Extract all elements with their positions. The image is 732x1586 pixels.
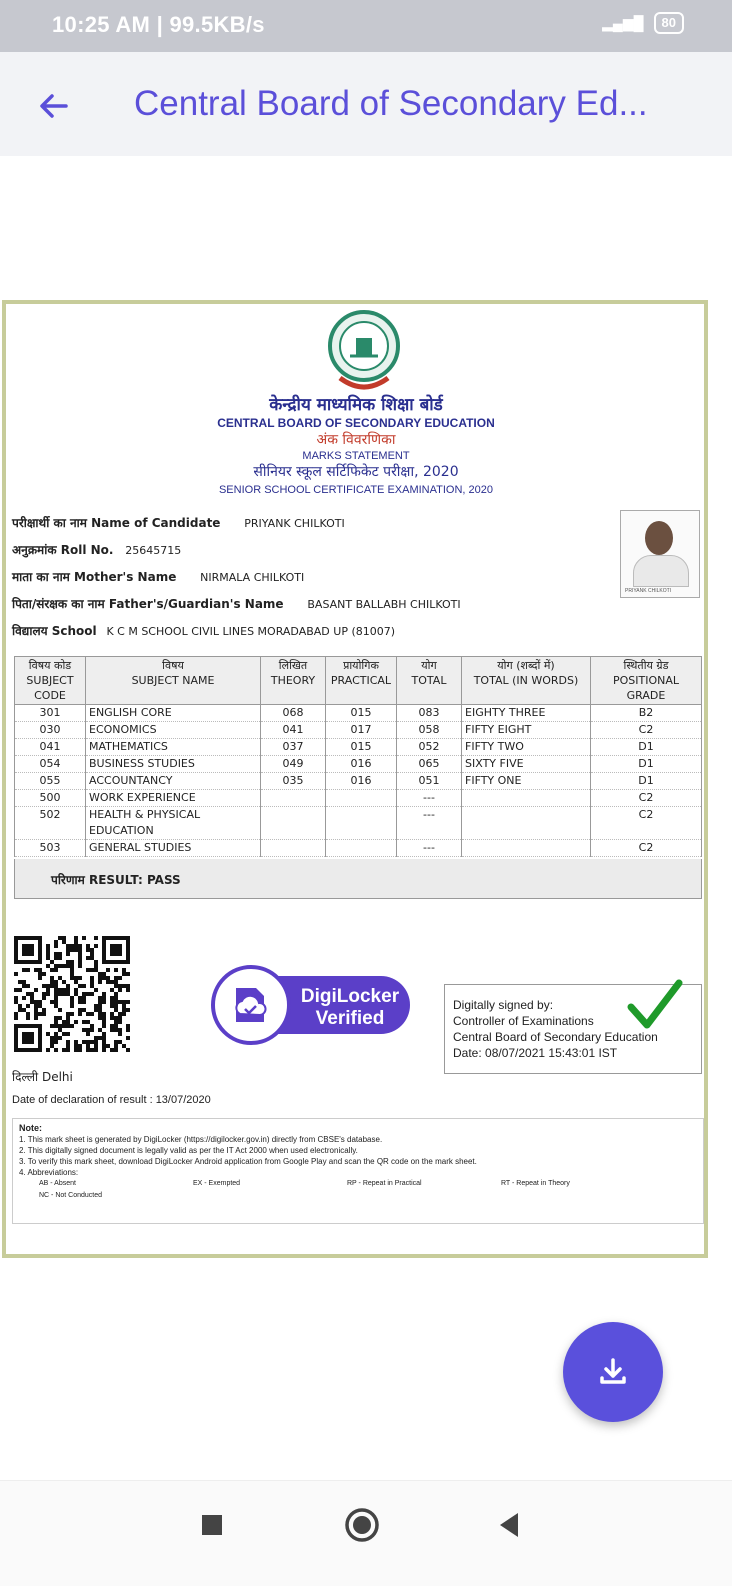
cell-total: --- (397, 807, 462, 840)
download-button[interactable] (563, 1322, 663, 1422)
cell-practical (326, 840, 397, 857)
mother-name-label: माता का नाम Mother's Name (12, 570, 177, 584)
cell-code: 301 (15, 705, 86, 722)
download-icon (597, 1356, 629, 1388)
table-row (15, 722, 702, 739)
cell-words: FIFTY EIGHT (462, 722, 591, 739)
cell-grade: C2 (591, 722, 702, 739)
table-row (15, 773, 702, 790)
cell-grade: C2 (591, 790, 702, 807)
cell-total: --- (397, 840, 462, 857)
notes-box (12, 1118, 704, 1224)
cell-code: 054 (15, 756, 86, 773)
sig-line3: Central Board of Secondary Education (453, 1030, 658, 1044)
cell-total: --- (397, 790, 462, 807)
app-bar (0, 52, 732, 156)
school-row (12, 622, 395, 639)
cell-name: ENGLISH CORE (86, 705, 261, 722)
header-subject-name: विषय SUBJECT NAME (86, 657, 261, 705)
note-item: 1. This mark sheet is generated by DigiLocker (https://digilocker.gov.in) directly from CBSE's database. (19, 1135, 383, 1144)
nav-home-icon[interactable] (344, 1507, 380, 1543)
cell-theory (261, 807, 326, 840)
cell-code: 041 (15, 739, 86, 756)
table-row (15, 739, 702, 756)
status-icons (602, 12, 684, 34)
cell-name: MATHEMATICS (86, 739, 261, 756)
abbr-item: EX - Exempted (193, 1180, 241, 1187)
cell-grade: D1 (591, 756, 702, 773)
cell-name: GENERAL STUDIES (86, 840, 261, 857)
cell-words: FIFTY TWO (462, 739, 591, 756)
mother-name: NIRMALA CHILKOTI (200, 571, 305, 584)
candidate-name-label: परीक्षार्थी का नाम Name of Candidate (12, 516, 221, 530)
board-name-hindi: केन्द्रीय माध्यमिक शिक्षा बोर्ड (269, 395, 443, 415)
father-name: BASANT BALLABH CHILKOTI (307, 598, 461, 611)
mother-name-row (12, 568, 304, 585)
table-header-row (15, 657, 702, 705)
cell-practical: 017 (326, 722, 397, 739)
header-practical: प्रायोगिक PRACTICAL (326, 657, 397, 705)
cell-practical: 016 (326, 756, 397, 773)
table-row (15, 756, 702, 773)
cell-code: 030 (15, 722, 86, 739)
cell-grade: D1 (591, 739, 702, 756)
school-name: K C M SCHOOL CIVIL LINES MORADABAD UP (81007) (106, 625, 396, 638)
candidate-name: PRIYANK CHILKOTI (244, 517, 345, 530)
cell-practical: 015 (326, 739, 397, 756)
cell-theory: 049 (261, 756, 326, 773)
statement-hindi: अंक विवरणिका (316, 432, 396, 448)
digital-signature-box (444, 984, 702, 1074)
badge-line1: DigiLocker (300, 986, 400, 1007)
header-subject-code: विषय कोड SUBJECT CODE (15, 657, 86, 705)
marks-statement-document (2, 300, 708, 1258)
cell-code: 500 (15, 790, 86, 807)
sig-line2: Controller of Examinations (453, 1014, 594, 1028)
cell-total: 052 (397, 739, 462, 756)
cell-total: 065 (397, 756, 462, 773)
notes-title: Note: (19, 1123, 42, 1133)
abbr-item: RP - Repeat in Practical (347, 1180, 422, 1187)
nav-back-icon[interactable] (496, 1511, 522, 1539)
abbreviations-row (39, 1178, 697, 1190)
cell-code: 055 (15, 773, 86, 790)
abbr-item: NC - Not Conducted (39, 1192, 103, 1199)
system-nav-bar (0, 1480, 732, 1586)
cell-words (462, 790, 591, 807)
father-name-label: पिता/संरक्षक का नाम Father's/Guardian's Name (12, 597, 284, 611)
cell-grade: B2 (591, 705, 702, 722)
board-name: CENTRAL BOARD OF SECONDARY EDUCATION (217, 416, 495, 430)
battery-icon: 80 (654, 12, 684, 34)
table-row (15, 807, 702, 840)
cell-total: 051 (397, 773, 462, 790)
abbr-item: AB - Absent (39, 1180, 76, 1187)
cell-practical (326, 790, 397, 807)
status-time: 10:25 AM | 99.5KB/s (52, 12, 265, 37)
header-total-words: योग (शब्दों में) TOTAL (IN WORDS) (462, 657, 591, 705)
photo-caption: PRIYANK CHILKOTI (625, 588, 672, 594)
photo-shirt (633, 555, 689, 587)
table-row (15, 705, 702, 722)
signal-icon: ▂▄▆█ (602, 14, 644, 31)
cell-words: SIXTY FIVE (462, 756, 591, 773)
candidate-name-row (12, 514, 345, 531)
cell-total: 058 (397, 722, 462, 739)
back-arrow-icon[interactable] (34, 86, 74, 126)
cell-theory: 037 (261, 739, 326, 756)
cell-practical (326, 807, 397, 840)
sig-line4: Date: 08/07/2021 15:43:01 IST (453, 1046, 618, 1060)
cell-total: 083 (397, 705, 462, 722)
statement-title: MARKS STATEMENT (302, 450, 410, 462)
marks-table (14, 656, 702, 857)
cell-name: WORK EXPERIENCE (86, 790, 261, 807)
cell-name: BUSINESS STUDIES (86, 756, 261, 773)
cell-practical: 016 (326, 773, 397, 790)
cell-theory: 041 (261, 722, 326, 739)
place: दिल्ली Delhi (12, 1070, 73, 1084)
cell-name: ACCOUNTANCY (86, 773, 261, 790)
roll-no-row (12, 541, 181, 558)
note-item: 4. Abbreviations: (19, 1168, 79, 1177)
exam-hindi: सीनियर स्कूल सर्टिफिकेट परीक्षा, 2020 (253, 464, 459, 480)
header-total: योग TOTAL (397, 657, 462, 705)
result-bar (14, 859, 702, 899)
declaration-date: Date of declaration of result : 13/07/2020 (12, 1094, 211, 1106)
result-text: परिणाम RESULT: PASS (51, 873, 181, 887)
header-positional-grade: स्थितीय ग्रेड POSITIONAL GRADE (591, 657, 702, 705)
cell-grade: D1 (591, 773, 702, 790)
badge-line2: Verified (315, 1008, 385, 1029)
cell-words: EIGHTY THREE (462, 705, 591, 722)
roll-no: 25645715 (125, 544, 182, 557)
header-theory: लिखित THEORY (261, 657, 326, 705)
abbreviations-row (39, 1190, 697, 1202)
cell-grade: C2 (591, 840, 702, 857)
qr-code-icon[interactable] (14, 936, 134, 1054)
digilocker-verified-badge (210, 964, 414, 1046)
cell-words: FIFTY ONE (462, 773, 591, 790)
exam-title: SENIOR SCHOOL CERTIFICATE EXAMINATION, 2020 (218, 484, 494, 496)
table-row (15, 790, 702, 807)
status-bar (0, 0, 732, 52)
cell-words (462, 840, 591, 857)
page-title: Central Board of Secondary Ed... (134, 84, 648, 123)
cell-code: 503 (15, 840, 86, 857)
father-name-row (12, 595, 461, 612)
cell-theory: 035 (261, 773, 326, 790)
cell-name: HEALTH & PHYSICAL EDUCATION (86, 807, 261, 840)
candidate-photo (620, 510, 700, 598)
note-item: 2. This digitally signed document is legally valid as per the IT Act 2000 when used electronically. (19, 1146, 358, 1155)
abbr-item: RT - Repeat in Theory (501, 1180, 570, 1187)
cell-code: 502 (15, 807, 86, 840)
school-label: विद्यालय School (12, 624, 97, 638)
cloud-document-icon (236, 988, 266, 1022)
table-row (15, 840, 702, 857)
cell-practical: 015 (326, 705, 397, 722)
cell-name: ECONOMICS (86, 722, 261, 739)
cell-theory: 068 (261, 705, 326, 722)
roll-no-label: अनुक्रमांक Roll No. (12, 543, 114, 557)
note-item: 3. To verify this mark sheet, download DigiLocker Android application from Google Play and scan the QR code on the mark sheet. (19, 1157, 477, 1166)
photo-face (645, 521, 673, 555)
sig-line1: Digitally signed by: (453, 998, 554, 1012)
cbse-emblem-icon (326, 308, 402, 394)
cell-words (462, 807, 591, 840)
cell-theory (261, 790, 326, 807)
cell-theory (261, 840, 326, 857)
checkmark-icon (627, 979, 683, 1031)
nav-recents-icon[interactable] (200, 1513, 224, 1537)
cell-grade: C2 (591, 807, 702, 840)
